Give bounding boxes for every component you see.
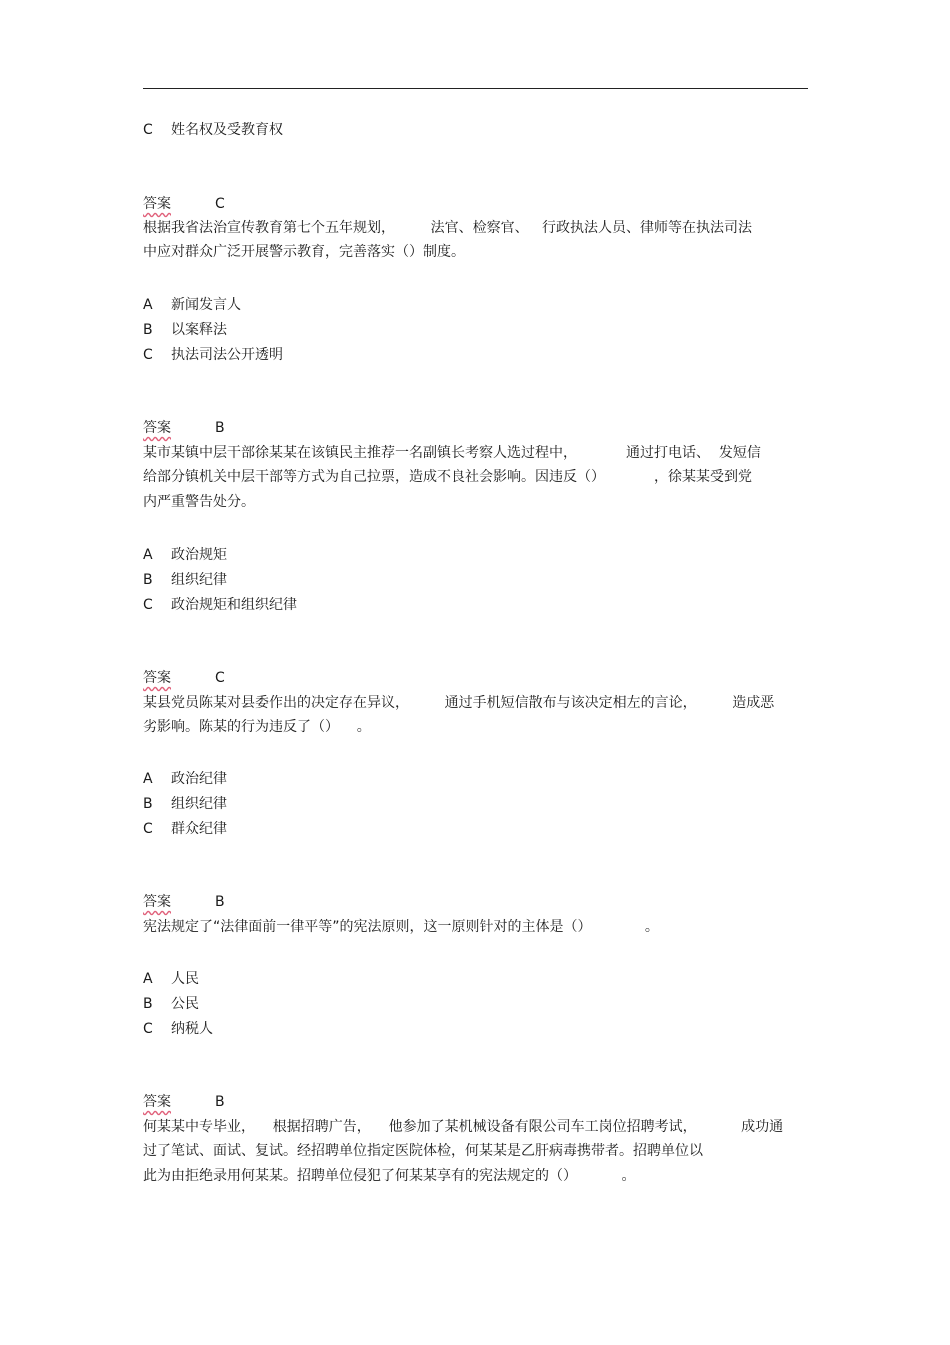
q1-option-a: A 新闻发言人 bbox=[143, 297, 241, 313]
q4-answer: 答案 B bbox=[143, 1094, 225, 1110]
q2-option-b: B 组织纪律 bbox=[143, 572, 227, 588]
q1-text-line1: 根据我省法治宣传教育第七个五年规划， 法官、检察官、 行政执法人员、律师等在执法司法 bbox=[143, 220, 752, 236]
q5-text-line1: 何某某中专毕业， 根据招聘广告， 他参加了某机械设备有限公司车工岗位招聘考试， 成功通 bbox=[143, 1119, 784, 1135]
q3-option-a: A 政治纪律 bbox=[143, 771, 227, 787]
q2-option-c: C 政治规矩和组织纪律 bbox=[143, 597, 297, 613]
q4-option-a: A 人民 bbox=[143, 971, 199, 987]
q4-option-b: B 公民 bbox=[143, 996, 199, 1012]
q1-option-b: B 以案释法 bbox=[143, 322, 227, 338]
q2-answer: 答案 C bbox=[143, 670, 225, 686]
answer-label: 答案 bbox=[143, 670, 171, 686]
q2-text-line3: 内严重警告处分。 bbox=[143, 494, 255, 510]
q3-text-line1: 某县党员陈某对县委作出的决定存在异议， 通过手机短信散布与该决定相左的言论， 造成恶 bbox=[143, 695, 775, 711]
answer-label: 答案 bbox=[143, 420, 171, 436]
answer-label: 答案 bbox=[143, 196, 171, 212]
q2-option-a: A 政治规矩 bbox=[143, 547, 227, 563]
q3-text-line2: 劣影响。陈某的行为违反了（） 。 bbox=[143, 719, 371, 735]
q1-option-c: C 执法司法公开透明 bbox=[143, 347, 283, 363]
q5-text-line2: 过了笔试、面试、复试。经招聘单位指定医院体检，何某某是乙肝病毒携带者。招聘单位以 bbox=[143, 1143, 703, 1159]
answer-label: 答案 bbox=[143, 1094, 171, 1110]
header-rule bbox=[143, 88, 808, 89]
q3-answer: 答案 B bbox=[143, 894, 225, 910]
q3-option-c: C 群众纪律 bbox=[143, 821, 227, 837]
q0-option-c: C 姓名权及受教育权 bbox=[143, 122, 283, 138]
q0-answer: 答案 C bbox=[143, 196, 225, 212]
q1-text-line2: 中应对群众广泛开展警示教育，完善落实（）制度。 bbox=[143, 244, 465, 260]
q4-option-c: C 纳税人 bbox=[143, 1021, 213, 1037]
q4-text-line1: 宪法规定了“法律面前一律平等”的宪法原则，这一原则针对的主体是（） 。 bbox=[143, 919, 659, 935]
q2-text-line1: 某市某镇中层干部徐某某在该镇民主推荐一名副镇长考察人选过程中， 通过打电话、 发短信 bbox=[143, 445, 761, 461]
answer-label: 答案 bbox=[143, 894, 171, 910]
q5-text-line3: 此为由拒绝录用何某某。招聘单位侵犯了何某某享有的宪法规定的（） 。 bbox=[143, 1168, 636, 1184]
q3-option-b: B 组织纪律 bbox=[143, 796, 227, 812]
q2-text-line2: 给部分镇机关中层干部等方式为自己拉票，造成不良社会影响。因违反（） ，徐某某受到党 bbox=[143, 469, 752, 485]
q1-answer: 答案 B bbox=[143, 420, 225, 436]
